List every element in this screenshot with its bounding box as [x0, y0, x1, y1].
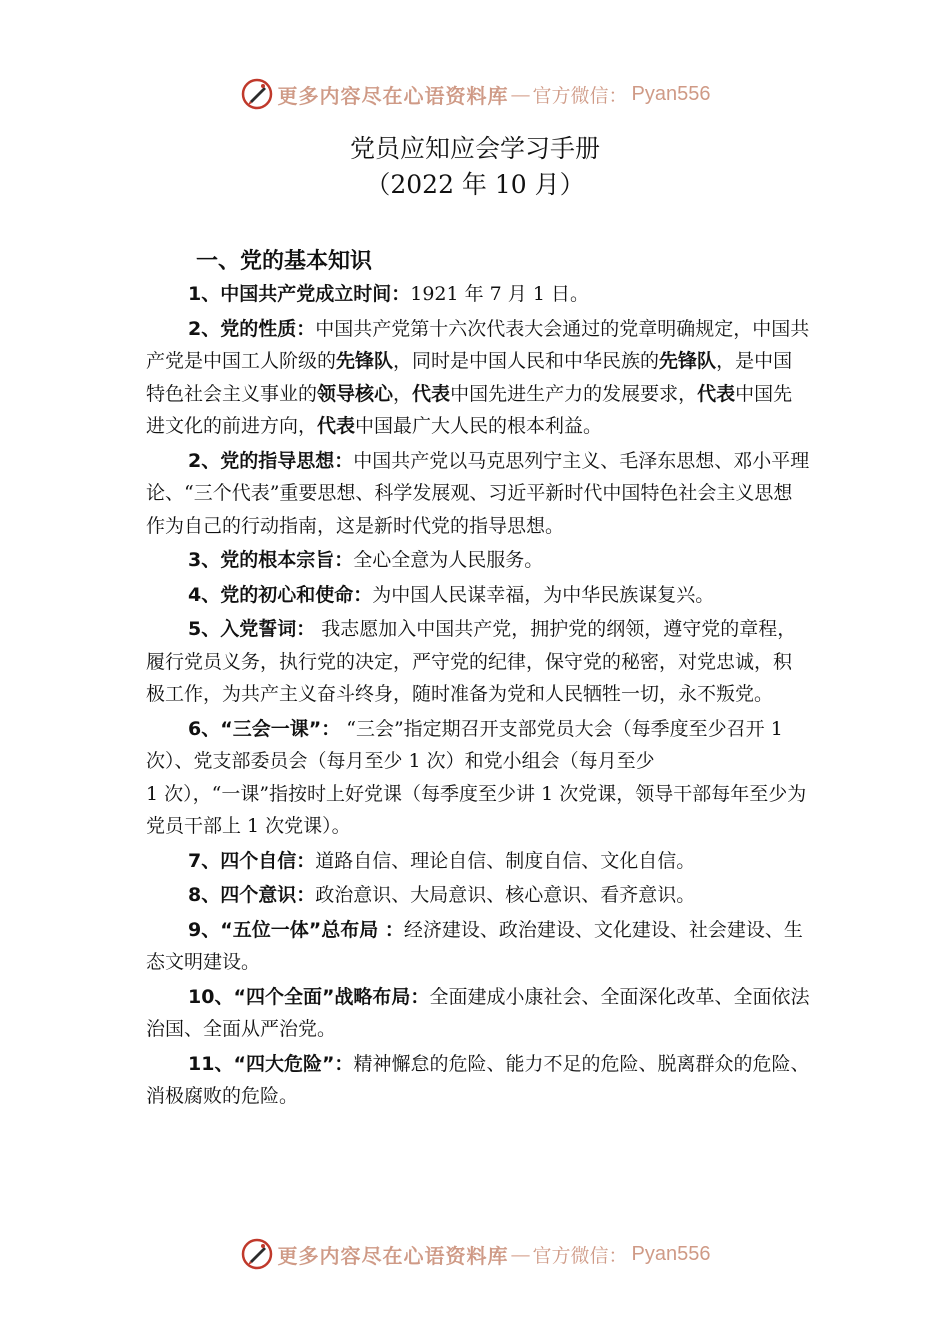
list-item: 11、“四大危险”：精神懈怠的危险、能力不足的危险、脱离群众的危险、消极腐败的危险。	[146, 1052, 810, 1107]
banner-wechat-id: Pyan556	[631, 1242, 711, 1265]
list-item: 1、中国共产党成立时间：1921 年 7 月 1 日。	[188, 283, 589, 305]
list-item: 6、“三会一课”： “三会”指定期召开支部党员大会（每季度至少召开 1 次）、党支部委员会（每月至少 1 次）和党小组会（每月至少	[146, 717, 783, 772]
list-item: 2、党的指导思想：中国共产党以马克思列宁主义、毛泽东思想、邓小平理论、“三个代表”重要思想、科学发展观、习近平新时代中国特色社会主义思想作为自己的行动指南，这是新时代党的指导思想。	[146, 449, 810, 537]
document-title: 党员应知应会学习手册	[349, 134, 600, 163]
banner-separator: —	[510, 1242, 531, 1266]
list-item: 8、四个意识：政治意识、大局意识、核心意识、看齐意识。	[188, 884, 696, 906]
pen-logo-icon	[240, 1237, 274, 1271]
header-watermark-banner	[0, 72, 950, 116]
banner-wechat-label: 官方微信：	[532, 1244, 628, 1267]
list-item: 10、“四个全面”战略布局：全面建成小康社会、全面深化改革、全面依法治国、全面从严治党。	[146, 985, 810, 1040]
list-item: 4、党的初心和使命：为中国人民谋幸福，为中华民族谋复兴。	[188, 583, 715, 606]
banner-text: 更多内容尽在心语资料库	[277, 1243, 509, 1268]
pen-logo-icon	[240, 77, 274, 111]
footer-watermark-banner	[0, 1232, 950, 1276]
list-item-continuation: 1 次），“一课”指按时上好党课（每季度至少讲 1 次党课，领导干部每年至少为党员干部上 1 次党课）。	[146, 782, 807, 837]
banner-text: 更多内容尽在心语资料库	[277, 83, 509, 108]
list-item: 2、党的性质：中国共产党第十六次代表大会通过的党章明确规定，中国共产党是中国工人阶级的先锋队，同时是中国人民和中华民族的先锋队，是中国特色社会主义事业的领导核心，代表中国先进生产力的发展要求，代表中国先进文化的前进方向，代表中国最广大人民的根本利益。	[146, 317, 810, 437]
list-item: 3、党的根本宗旨：全心全意为人民服务。	[188, 549, 544, 571]
list-item: 5、入党誓词： 我志愿加入中国共产党，拥护党的纲领，遵守党的章程，履行党员义务，执行党的决定，严守党的纪律，保守党的秘密，对党忠诚，积极工作，为共产主义奋斗终身，随时准备为党和人民牺牲一切，永不叛党。	[146, 618, 797, 705]
document-body	[146, 278, 810, 1113]
list-item: 9、“五位一体”总布局 ：经济建设、政治建设、文化建设、社会建设、生态文明建设。	[146, 918, 803, 973]
list-item: 7、四个自信：道路自信、理论自信、制度自信、文化自信。	[188, 849, 696, 872]
banner-wechat-label: 官方微信：	[532, 84, 628, 107]
document-subtitle: （2022 年 10 月）	[365, 170, 585, 199]
banner-separator: —	[510, 82, 531, 106]
banner-wechat-id: Pyan556	[631, 82, 711, 105]
section-heading: 一、党的基本知识	[196, 249, 373, 274]
